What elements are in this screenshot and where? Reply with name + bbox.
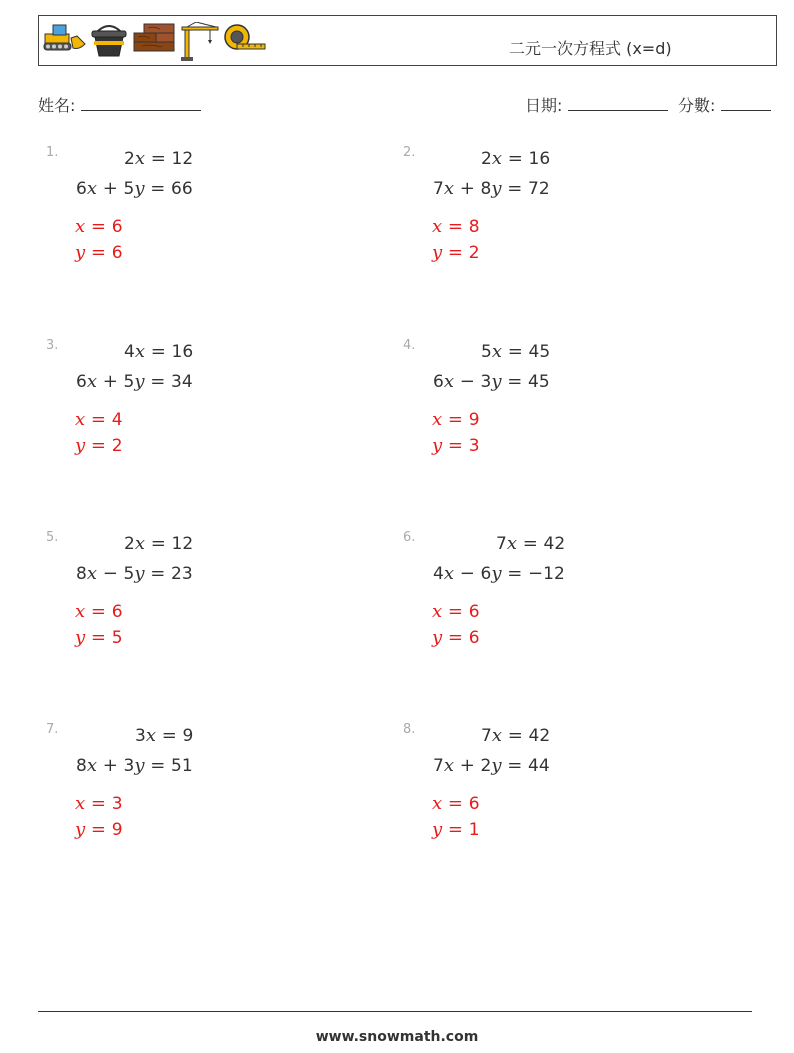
name-label: 姓名: xyxy=(38,96,76,115)
equation-2: 8x − 5y = 23 xyxy=(76,563,193,584)
problem-number: 6. xyxy=(403,530,416,545)
equation-1: 2x = 12 xyxy=(124,533,194,554)
equation-2: 7x + 8y = 72 xyxy=(433,178,550,199)
score-label: 分數: xyxy=(678,96,716,115)
problem-number: 1. xyxy=(46,145,59,160)
equation-1: 3x = 9 xyxy=(135,725,194,746)
answer-y: y = 5 xyxy=(75,627,123,648)
problem-number: 7. xyxy=(46,722,59,737)
worksheet-header xyxy=(38,15,777,66)
equation-1: 2x = 12 xyxy=(124,148,194,169)
answer-x: x = 6 xyxy=(432,793,480,814)
equation-2: 4x − 6y = −12 xyxy=(433,563,565,584)
worksheet-title: 二元一次方程式 (x=d) xyxy=(509,39,672,58)
bulldozer-icon xyxy=(43,22,87,52)
footer-divider xyxy=(38,1011,752,1012)
problem-number: 5. xyxy=(46,530,59,545)
problem-number: 8. xyxy=(403,722,416,737)
problem-number: 4. xyxy=(403,338,416,353)
problem-1 xyxy=(46,145,346,295)
equation-1: 4x = 16 xyxy=(124,341,194,362)
equation-1: 5x = 45 xyxy=(481,341,551,362)
problem-4 xyxy=(403,338,703,488)
tape-measure-icon xyxy=(223,22,267,52)
problem-number: 2. xyxy=(403,145,416,160)
equation-2: 6x + 5y = 34 xyxy=(76,371,193,392)
crane-icon xyxy=(180,22,220,62)
equation-2: 6x − 3y = 45 xyxy=(433,371,550,392)
equation-2: 7x + 2y = 44 xyxy=(433,755,550,776)
score-field xyxy=(678,93,771,116)
problem-6 xyxy=(403,530,703,680)
answer-x: x = 8 xyxy=(432,216,480,237)
problem-5 xyxy=(46,530,346,680)
date-field xyxy=(525,93,668,116)
equation-2: 6x + 5y = 66 xyxy=(76,178,193,199)
equation-1: 2x = 16 xyxy=(481,148,551,169)
answer-x: x = 3 xyxy=(75,793,123,814)
name-blank xyxy=(81,96,201,111)
bucket-icon xyxy=(90,22,128,58)
answer-x: x = 9 xyxy=(432,409,480,430)
wood-planks-icon xyxy=(132,22,176,52)
equation-1: 7x = 42 xyxy=(496,533,566,554)
equation-1: 7x = 42 xyxy=(481,725,551,746)
answer-y: y = 2 xyxy=(432,242,480,263)
problem-number: 3. xyxy=(46,338,59,353)
problem-2 xyxy=(403,145,703,295)
answer-x: x = 6 xyxy=(75,216,123,237)
equation-2: 8x + 3y = 51 xyxy=(76,755,193,776)
answer-y: y = 1 xyxy=(432,819,480,840)
problem-8 xyxy=(403,722,703,872)
date-label: 日期: xyxy=(525,96,563,115)
name-field xyxy=(38,93,201,116)
score-blank xyxy=(721,96,771,111)
answer-y: y = 9 xyxy=(75,819,123,840)
answer-y: y = 2 xyxy=(75,435,123,456)
answer-x: x = 4 xyxy=(75,409,123,430)
answer-x: x = 6 xyxy=(432,601,480,622)
answer-y: y = 3 xyxy=(432,435,480,456)
answer-y: y = 6 xyxy=(432,627,480,648)
answer-y: y = 6 xyxy=(75,242,123,263)
footer-website: www.snowmath.com xyxy=(315,1029,479,1045)
problem-7 xyxy=(46,722,346,872)
answer-x: x = 6 xyxy=(75,601,123,622)
problem-3 xyxy=(46,338,346,488)
date-blank xyxy=(568,96,668,111)
